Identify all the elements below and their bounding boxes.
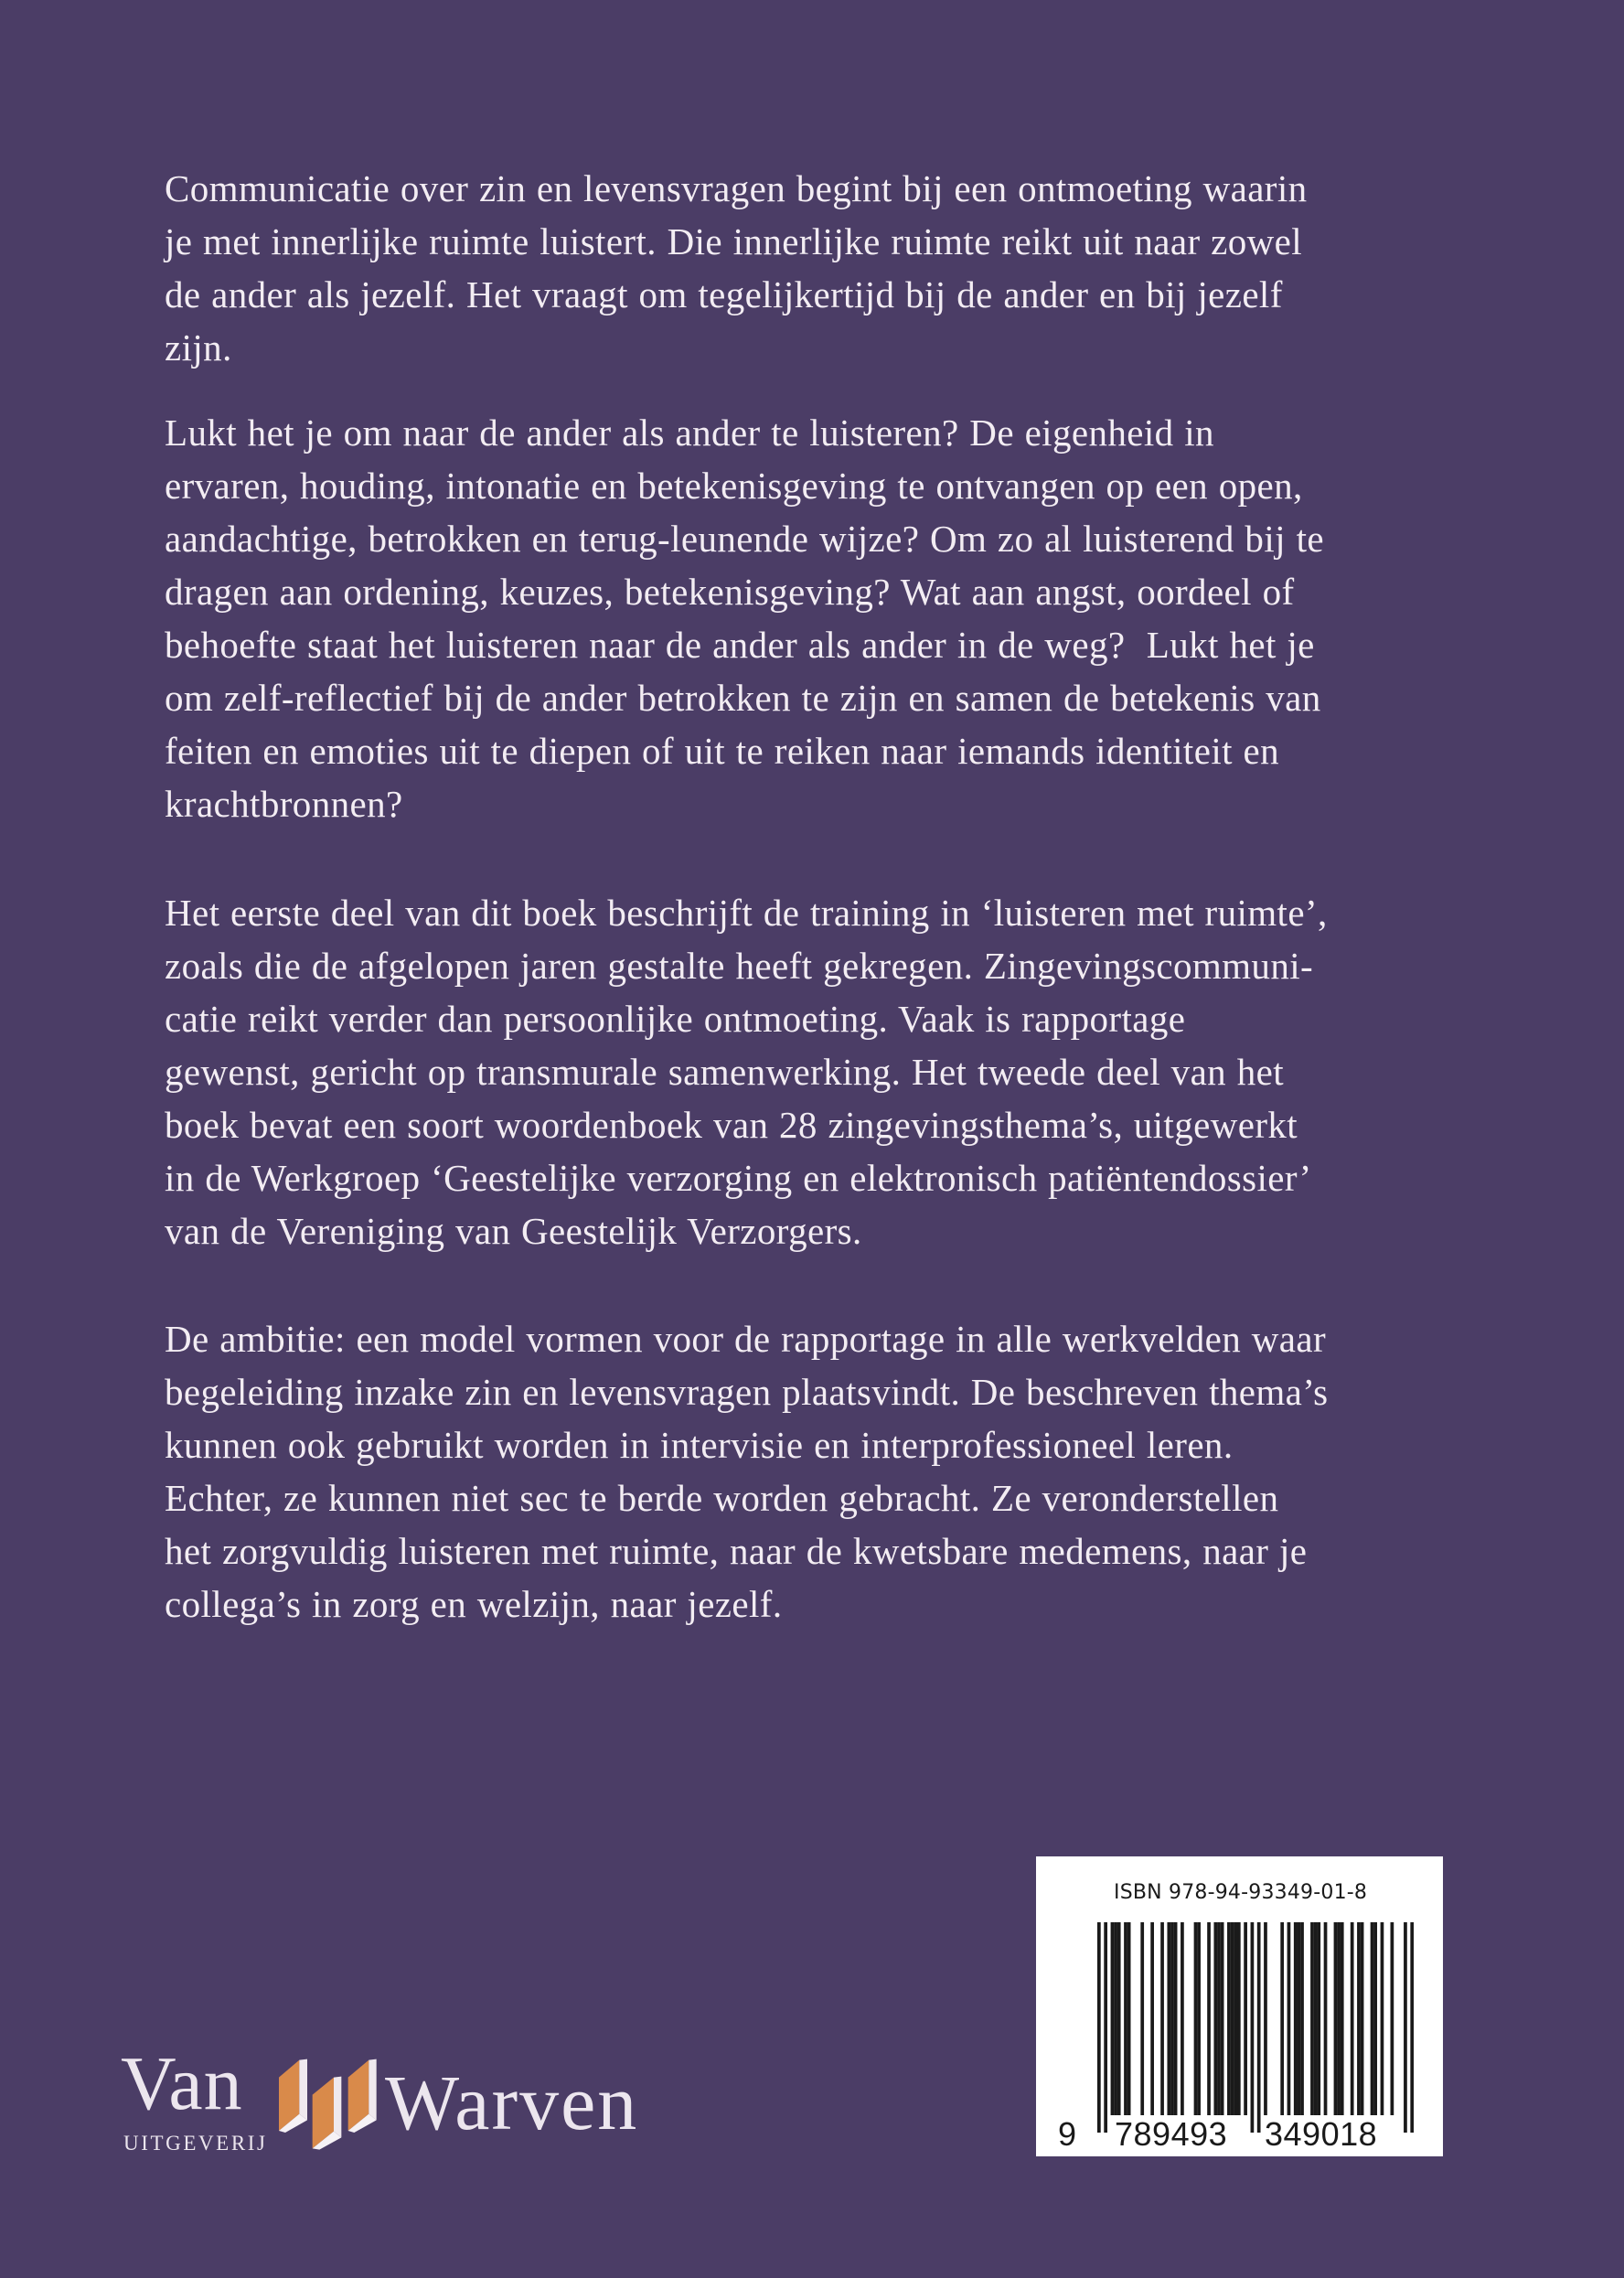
text-line: om zelf-reflectief bij de ander betrokken te zijn en samen de betekenis van (165, 677, 1321, 719)
text-line: behoefte staat het luisteren naar de ander als ander in de weg? Lukt het je (165, 624, 1315, 666)
text-line: krachtbronnen? (165, 783, 403, 825)
text-line: aandachtige, betrokken en terug-leunende wijze? Om zo al luisterend bij te (165, 518, 1324, 560)
text-line: je met innerlijke ruimte luistert. Die innerlijke ruimte reikt uit naar zowel (165, 220, 1303, 262)
text-line: zijn. (165, 326, 232, 369)
blurb-paragraph-1 (165, 162, 1308, 374)
text-line: zoals die de afgelopen jaren gestalte heeft gekregen. Zingevingscommuni- (165, 945, 1314, 987)
text-line: de ander als jezelf. Het vraagt om tegelijkertijd bij de ander en bij jezelf (165, 273, 1283, 315)
publisher-logo (119, 2041, 704, 2167)
text-line: Communicatie over zin en levensvragen begint bij een ontmoeting waarin (165, 167, 1308, 209)
blurb-paragraph-2 (165, 406, 1324, 830)
text-line: van de Vereniging van Geestelijk Verzorgers. (165, 1210, 862, 1252)
text-line: kunnen ook gebruikt worden in intervisie en interprofessioneel leren. (165, 1424, 1234, 1466)
text-line: De ambitie: een model vormen voor de rapportage in alle werkvelden waar (165, 1318, 1327, 1360)
text-line: feiten en emoties uit te diepen of uit te reiken naar iemands identiteit en (165, 730, 1280, 772)
blurb-paragraph-3 (165, 886, 1328, 1257)
stacked-books-icon (265, 2048, 393, 2167)
text-line: het zorgvuldig luisteren met ruimte, naar de kwetsbare medemens, naar je (165, 1530, 1308, 1572)
barcode-bars (1097, 1922, 1414, 2133)
text-line: boek bevat een soort woordenboek van 28 zingevingsthema’s, uitgewerkt (165, 1104, 1298, 1146)
text-line: Echter, ze kunnen niet sec te berde worden gebracht. Ze veronderstellen (165, 1477, 1279, 1519)
barcode-digits-right: 349018 (1265, 2115, 1378, 2153)
text-line: Lukt het je om naar de ander als ander te luisteren? De eigenheid in (165, 412, 1214, 454)
logo-subtitle: UITGEVERIJ (123, 2132, 268, 2155)
logo-word-warven: Warven (385, 2059, 639, 2146)
text-line: dragen aan ordening, keuzes, betekenisgeving? Wat aan angst, oordeel of (165, 571, 1295, 613)
text-line: in de Werkgroep ‘Geestelijke verzorging en elektronisch patiëntendossier’ (165, 1157, 1312, 1199)
text-line: gewenst, gericht op transmurale samenwerking. Het tweede deel van het (165, 1051, 1285, 1093)
isbn-barcode (1036, 1856, 1443, 2156)
text-line: ervaren, houding, intonatie en betekenisgeving te ontvangen op een open, (165, 465, 1303, 507)
text-line: Het eerste deel van dit boek beschrijft de training in ‘luisteren met ruimte’, (165, 892, 1328, 934)
text-line: catie reikt verder dan persoonlijke ontmoeting. Vaak is rapportage (165, 998, 1186, 1040)
blurb-paragraph-4 (165, 1312, 1328, 1631)
text-line: collega’s in zorg en welzijn, naar jezelf. (165, 1583, 783, 1625)
isbn-label: ISBN 978-94-93349-01-8 (1114, 1881, 1368, 1904)
text-line: begeleiding inzake zin en levensvragen plaatsvindt. De beschreven thema’s (165, 1371, 1329, 1413)
barcode-digits-left: 789493 (1115, 2115, 1228, 2153)
barcode-digit-first: 9 (1058, 2115, 1077, 2153)
logo-word-van: Van (121, 2041, 243, 2126)
